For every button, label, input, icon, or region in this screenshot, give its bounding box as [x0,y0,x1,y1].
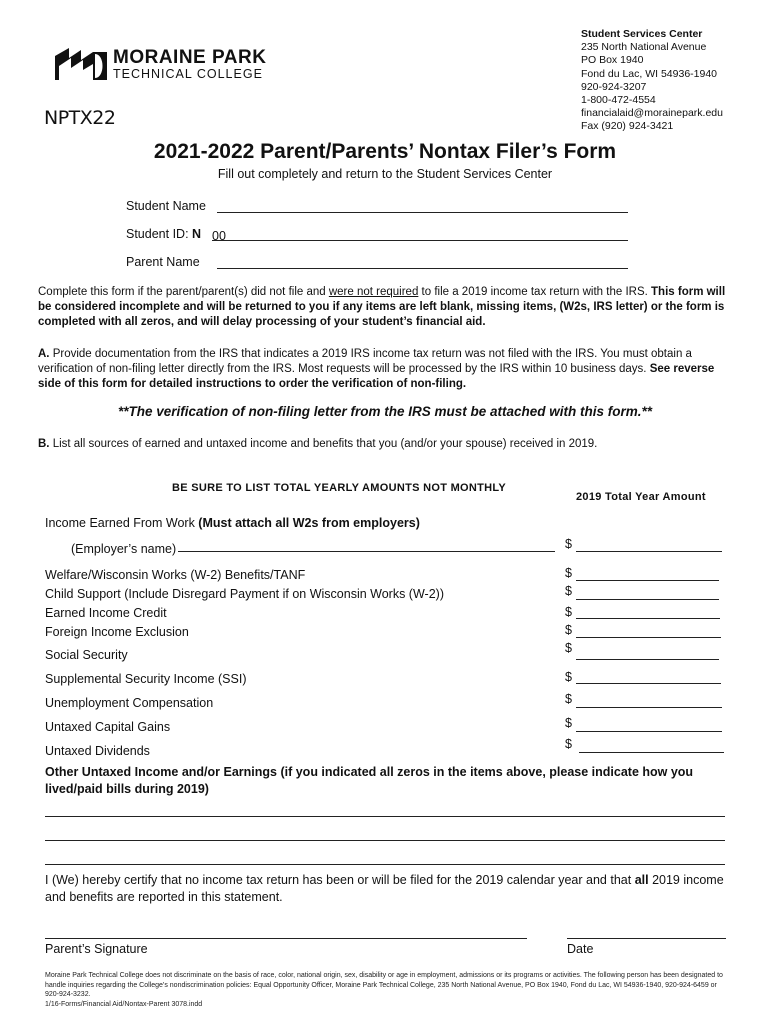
page-title: 2021-2022 Parent/Parents’ Nontax Filer’s Form [153,140,617,163]
page-subtitle: Fill out completely and return to the Student Services Center [217,167,553,181]
student-name-label: Student Name [126,199,206,213]
signature-field[interactable] [45,938,527,939]
dollar-sign: $ [565,737,572,751]
dollar-sign: $ [565,605,572,619]
employer-name-label: (Employer’s name) [71,542,177,556]
contact-email[interactable]: financialaid@morainepark.edu [581,107,723,120]
amount-field-work[interactable] [576,551,722,552]
amount-field-child-support[interactable] [576,599,719,600]
income-work-label [45,516,420,530]
certify-bold: all [634,873,649,887]
dollar-sign: $ [565,584,572,598]
income-work-text: Income Earned From Work [45,516,199,530]
logo-college-subtitle: TECHNICAL COLLEGE [113,67,263,81]
dollar-sign: $ [565,641,572,655]
student-id-value: 00 [212,229,226,243]
section-a-paragraph [38,347,738,392]
yearly-amounts-note: BE SURE TO LIST TOTAL YEARLY AMOUNTS NOT MONTHLY [172,482,507,494]
amount-field-earned-credit[interactable] [576,618,720,619]
verification-note: **The verification of non-filing letter from the IRS must be attached with this form.** [117,404,653,419]
amount-field-foreign-exclusion[interactable] [576,637,721,638]
total-amount-header: 2019 Total Year Amount [576,491,706,503]
parent-name-field[interactable] [217,268,628,269]
contact-office: Student Services Center [581,28,703,40]
date-field[interactable] [567,938,726,939]
amount-field-capital-gains[interactable] [576,731,722,732]
income-item-child-support: Child Support (Include Disregard Payment if on Wisconsin Works (W-2)) [45,587,444,601]
income-item-welfare: Welfare/Wisconsin Works (W-2) Benefits/TANF [45,568,306,582]
certify-text: I (We) hereby certify that no income tax return has been or will be filed for the 2019 calendar year and that [45,873,635,887]
contact-fax: Fax (920) 924-3421 [581,120,674,133]
amount-field-unemployment[interactable] [576,707,722,708]
form-code: NPTX22 [44,107,116,129]
footer-notice [45,971,725,1009]
college-logo-icon [55,46,107,82]
contact-phone1: 920-924-3207 [581,80,647,93]
student-id-text: Student ID: [126,227,189,241]
dollar-sign: $ [565,716,572,730]
student-id-prefix: N [192,227,202,241]
intro-underlined: were not required [328,286,419,298]
intro-bold-warning: This form will be considered incomplete and will be returned to you if any items are left blank, missing items, (W2s, IRS letter) or the form is completed with all zeros, and will delay processing of your student’s financial aid. [38,286,726,328]
amount-field-ssi[interactable] [576,683,721,684]
employer-name-field[interactable] [178,551,555,552]
file-reference: 1/16-Forms/Financial Aid/Nontax-Parent 3078.indd [45,1000,203,1008]
intro-paragraph [38,285,738,330]
intro-text-2: to file a 2019 income tax return with the IRS. [418,286,648,298]
nondiscrimination-notice: Moraine Park Technical College does not discriminate on the basis of race, color, national origin, sex, disability or age in employment, admissions or its programs or activities. The following person has been designated to handle inquiries regarding the College’s nondiscrimination policies: Equal Opportunity Officer, Moraine Park Technical College, 235 North National Avenue, PO Box 1940, Fond du Lac, WI 54936-1940, 920-924-6459 or 920-924-3232. [45,972,723,998]
other-untaxed-prompt: Other Untaxed Income and/or Earnings (if you indicated all zeros in the items above, please indicate how you lived/paid bills during 2019) [45,765,694,796]
student-id-label [126,227,201,241]
student-name-field[interactable] [217,212,628,213]
dollar-sign: $ [565,566,572,580]
dollar-sign: $ [565,692,572,706]
amount-field-social-security[interactable] [576,659,719,660]
income-item-capital-gains: Untaxed Capital Gains [45,720,171,734]
amount-field-welfare[interactable] [576,580,719,581]
amount-field-dividends[interactable] [579,752,724,753]
contact-block [581,28,723,134]
logo-college-name: MORAINE PARK [113,47,267,68]
income-work-bold: (Must attach all W2s from employers) [198,516,420,530]
income-item-foreign-exclusion: Foreign Income Exclusion [45,625,189,639]
income-item-ssi: Supplemental Security Income (SSI) [45,672,247,686]
income-item-dividends: Untaxed Dividends [45,744,150,758]
section-a-bold: See reverse side of this form for detailed instructions to order the verification of non-filing. [38,363,715,390]
certification-statement [45,872,735,906]
section-a-label: A. [38,348,50,360]
other-untaxed-line-3[interactable] [45,864,725,865]
other-untaxed-line-1[interactable] [45,816,725,817]
section-b-label: B. [38,438,50,450]
contact-po-box: PO Box 1940 [581,54,644,67]
income-item-unemployment: Unemployment Compensation [45,696,214,710]
dollar-sign: $ [565,537,572,551]
dollar-sign: $ [565,670,572,684]
student-id-field[interactable] [212,240,628,241]
income-item-social-security: Social Security [45,648,128,662]
dollar-sign: $ [565,623,572,637]
contact-city: Fond du Lac, WI 54936-1940 [581,67,718,80]
section-b-paragraph [38,437,738,452]
certify-text-2: 2019 income and benefits are reported in this statement. [45,873,724,904]
date-label: Date [567,942,594,956]
signature-label: Parent’s Signature [45,942,148,956]
parent-name-label: Parent Name [126,255,200,269]
section-a-text: Provide documentation from the IRS that indicates a 2019 IRS income tax return was not filed with the IRS. You must obtain a verification of non-filing letter directly from the IRS. Most requests will be processed by the IRS within 10 business days. [38,348,692,375]
section-b-text: List all sources of earned and untaxed income and benefits that you (and/or your spouse) received in 2019. [49,438,598,450]
contact-phone2: 1-800-472-4554 [581,94,656,107]
contact-street: 235 North National Avenue [581,41,707,54]
intro-text-1: Complete this form if the parent/parent(s) did not file and [38,286,329,298]
income-item-earned-credit: Earned Income Credit [45,606,167,620]
other-untaxed-line-2[interactable] [45,840,725,841]
